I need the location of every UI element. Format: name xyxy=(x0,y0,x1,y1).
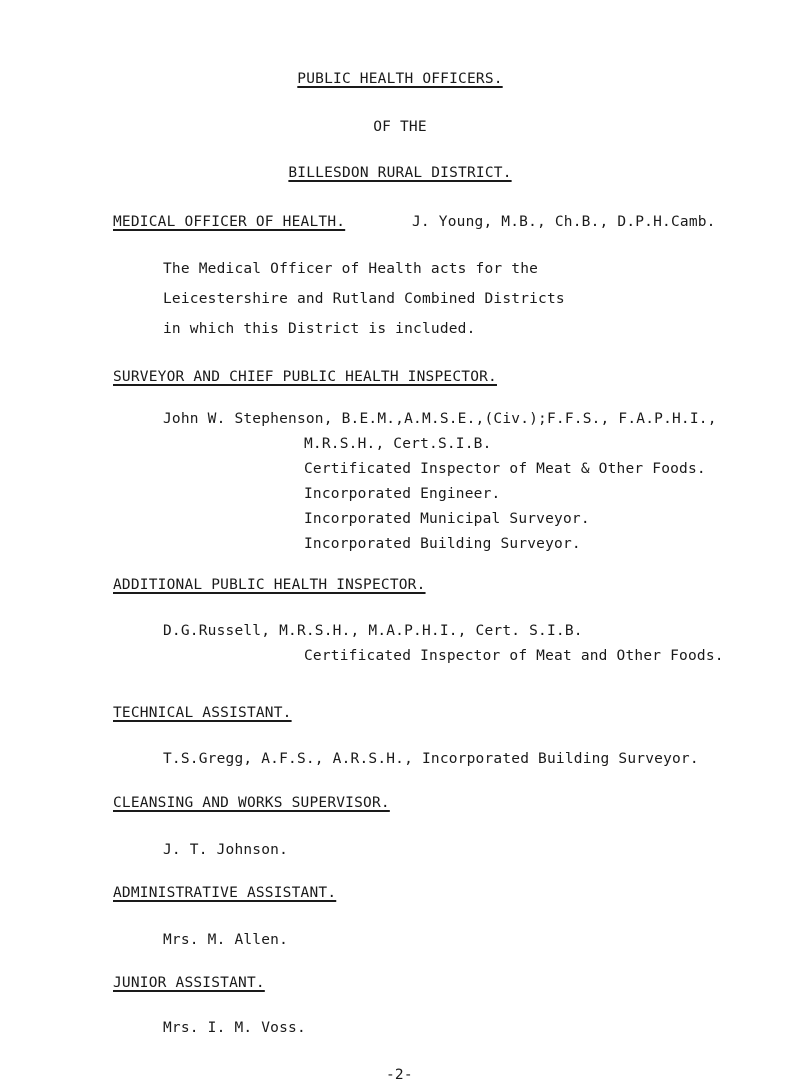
district-title: BILLESDON RURAL DISTRICT. xyxy=(288,165,512,181)
page-subtitle: OF THE xyxy=(373,119,427,135)
medical-officer-text-line: in which this District is included. xyxy=(163,321,476,337)
additional-inspector-line: D.G.Russell, M.R.S.H., M.A.P.H.I., Cert. S.I.B. xyxy=(163,623,583,639)
technical-assistant-name: T.S.Gregg, A.F.S., A.R.S.H., Incorporated Building Surveyor. xyxy=(163,751,699,767)
technical-assistant-heading: TECHNICAL ASSISTANT. xyxy=(113,705,292,721)
cleansing-supervisor-name: J. T. Johnson. xyxy=(163,842,289,858)
additional-inspector-line: Certificated Inspector of Meat and Other Foods. xyxy=(304,648,724,664)
surveyor-heading: SURVEYOR AND CHIEF PUBLIC HEALTH INSPECTOR. xyxy=(113,369,497,385)
page-number: -2- xyxy=(386,1067,413,1083)
surveyor-line: John W. Stephenson, B.E.M.,A.M.S.E.,(Civ.);F.F.S., F.A.P.H.I., xyxy=(163,411,717,427)
surveyor-line: Incorporated Engineer. xyxy=(304,486,501,502)
additional-inspector-heading: ADDITIONAL PUBLIC HEALTH INSPECTOR. xyxy=(113,577,426,593)
surveyor-line: Incorporated Municipal Surveyor. xyxy=(304,511,590,527)
cleansing-supervisor-heading: CLEANSING AND WORKS SUPERVISOR. xyxy=(113,795,390,811)
medical-officer-text-line: Leicestershire and Rutland Combined Districts xyxy=(163,291,565,307)
page-title: PUBLIC HEALTH OFFICERS. xyxy=(297,71,503,87)
administrative-assistant-heading: ADMINISTRATIVE ASSISTANT. xyxy=(113,885,337,901)
junior-assistant-name: Mrs. I. M. Voss. xyxy=(163,1020,306,1036)
surveyor-line: Certificated Inspector of Meat & Other Foods. xyxy=(304,461,706,477)
administrative-assistant-name: Mrs. M. Allen. xyxy=(163,932,289,948)
junior-assistant-heading: JUNIOR ASSISTANT. xyxy=(113,975,265,991)
medical-officer-name: J. Young, M.B., Ch.B., D.P.H.Camb. xyxy=(412,214,716,230)
medical-officer-heading: MEDICAL OFFICER OF HEALTH. xyxy=(113,214,346,230)
surveyor-line: Incorporated Building Surveyor. xyxy=(304,536,581,552)
surveyor-line: M.R.S.H., Cert.S.I.B. xyxy=(304,436,492,452)
medical-officer-text-line: The Medical Officer of Health acts for the xyxy=(163,261,539,277)
